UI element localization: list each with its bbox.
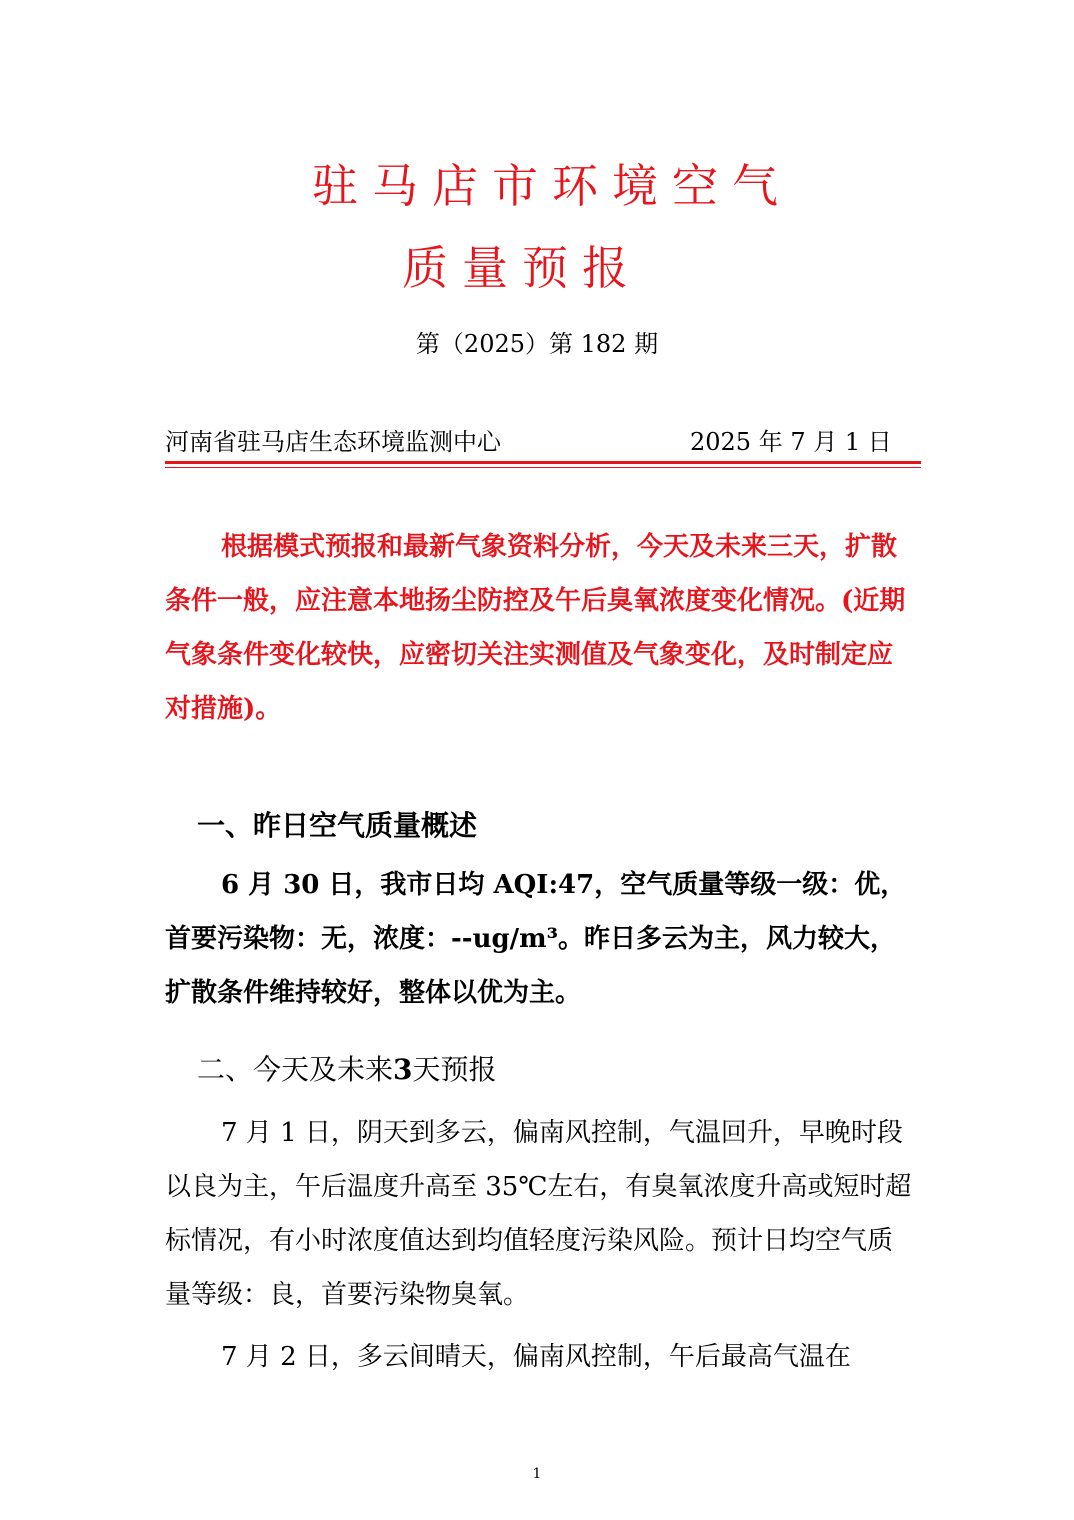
summary-paragraph: 根据模式预报和最新气象资料分析，今天及未来三天，扩散条件一般，应注意本地扬尘防控及午后臭氧浓度变化情况。(近期气象条件变化较快，应密切关注实测值及气象变化，及时制定应对措施)。 (165, 532, 906, 724)
issue-number: 第（2025）第 182 期 (415, 330, 659, 358)
page-number: 1 (532, 1466, 542, 1482)
forecast-day1-paragraph: 7 月 1 日，阴天到多云，偏南风控制，气温回升，早晚时段以良为主，午后温度升高至 35℃左右，有臭氧浓度升高或短时超标情况，有小时浓度值达到均值轻度污染风险。预计日均空气质量等级：良，首要污染物臭氧。 (165, 1118, 912, 1310)
document-title-line-1: 驻马店市环境空气 (312, 159, 792, 213)
section-heading-yesterday: 一、昨日空气质量概述 (197, 809, 478, 842)
forecast-heading-prefix: 二、今天及未来 (197, 1053, 394, 1086)
publisher-row (165, 425, 921, 459)
section-heading-forecast (197, 1050, 497, 1090)
header-divider-thick (165, 461, 921, 464)
document-title-line-2: 质量预报 (402, 241, 642, 295)
yesterday-summary-paragraph: 6 月 30 日，我市日均 AQI:47，空气质量等级一级：优，首要污染物：无，浓度：--ug/m³。昨日多云为主，风力较大，扩散条件维持较好，整体以优为主。 (165, 870, 907, 1008)
issue-date: 2025 年 7 月 1 日 (690, 428, 892, 456)
forecast-heading-number: 3 (393, 1053, 413, 1086)
publisher-name: 河南省驻马店生态环境监测中心 (165, 428, 501, 456)
header-divider-thin (165, 467, 921, 468)
forecast-heading-suffix: 天预报 (412, 1053, 497, 1086)
forecast-day2-paragraph: 7 月 2 日，多云间晴天，偏南风控制，午后最高气温在 (221, 1342, 851, 1372)
